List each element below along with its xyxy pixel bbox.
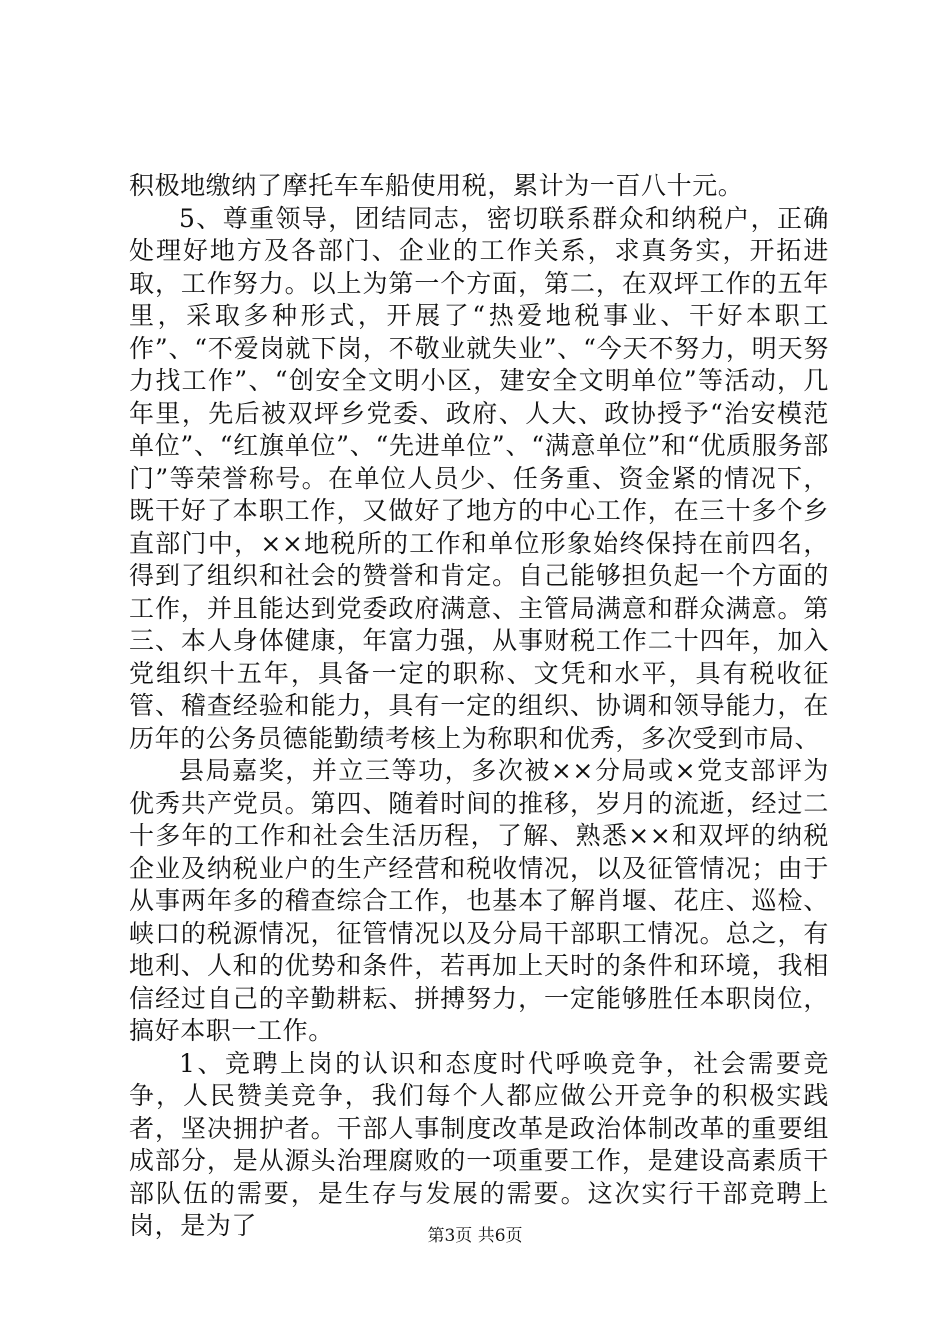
paragraph-county-award: 县局嘉奖，并立三等功，多次被××分局或×党支部评为优秀共产党员。第四、随着时间的推移，岁月的流逝，经过二十多年的工作和社会生活历程，了解、熟悉××和双坪的纳税企业及纳税业户的生产经营和税收情况，以及征管情况；由于从事两年多的稽查综合工作，也基本了解肖堰、花庄、巡检、峡口的税源情况，征管情况以及分局干部职工情况。总之，有地利、人和的优势和条件，若再加上天时的条件和环境，我相信经过自己的辛勤耕耘、拼搏努力，一定能够胜任本职岗位，搞好本职一工作。: [129, 756, 829, 1045]
paragraph-continuation: 积极地缴纳了摩托车车船使用税，累计为一百八十元。: [129, 171, 744, 200]
document-body: [129, 170, 829, 1243]
page-number-footer: 第3页 共6页: [427, 1226, 523, 1246]
paragraph-item-5: 5、尊重领导，团结同志，密切联系群众和纳税户，正确处理好地方及各部门、企业的工作关系，求真务实，开拓进取，工作努力。以上为第一个方面，第二，在双坪工作的五年里，采取多种形式，开展了“热爱地税事业、干好本职工作”、“不爱岗就下岗，不敬业就失业”、“今天不努力，明天努力找工作”、“创安全文明小区，建安全文明单位”等活动，几年里，先后被双坪乡党委、政府、人大、政协授予“治安模范单位”、“红旗单位”、“先进单位”、“满意单位”和“优质服务部门”等荣誉称号。在单位人员少、任务重、资金紧的情况下，既干好了本职工作，又做好了地方的中心工作，在三十多个乡直部门中，××地税所的工作和单位形象始终保持在前四名，得到了组织和社会的赞誉和肯定。自己能够担负起一个方面的工作，并且能达到党委政府满意、主管局满意和群众满意。第三、本人身体健康，年富力强，从事财税工作二十四年，加入党组织十五年，具备一定的职称、文凭和水平，具有税收征管、稽查经验和能力，具有一定的组织、协调和领导能力，在历年的公务员德能勤绩考核上为称职和优秀，多次受到市局、: [129, 203, 829, 753]
paragraph-item-1: 1、竞聘上岗的认识和态度时代呼唤竞争，社会需要竞争，人民赞美竞争，我们每个人都应做公开竞争的积极实践者，坚决拥护者。干部人事制度改革是政治体制改革的重要组成部分，是从源头治理腐败的一项重要工作，是建设高素质干部队伍的需要，是生存与发展的需要。这次实行干部竞聘上岗，是为了: [129, 1048, 829, 1240]
